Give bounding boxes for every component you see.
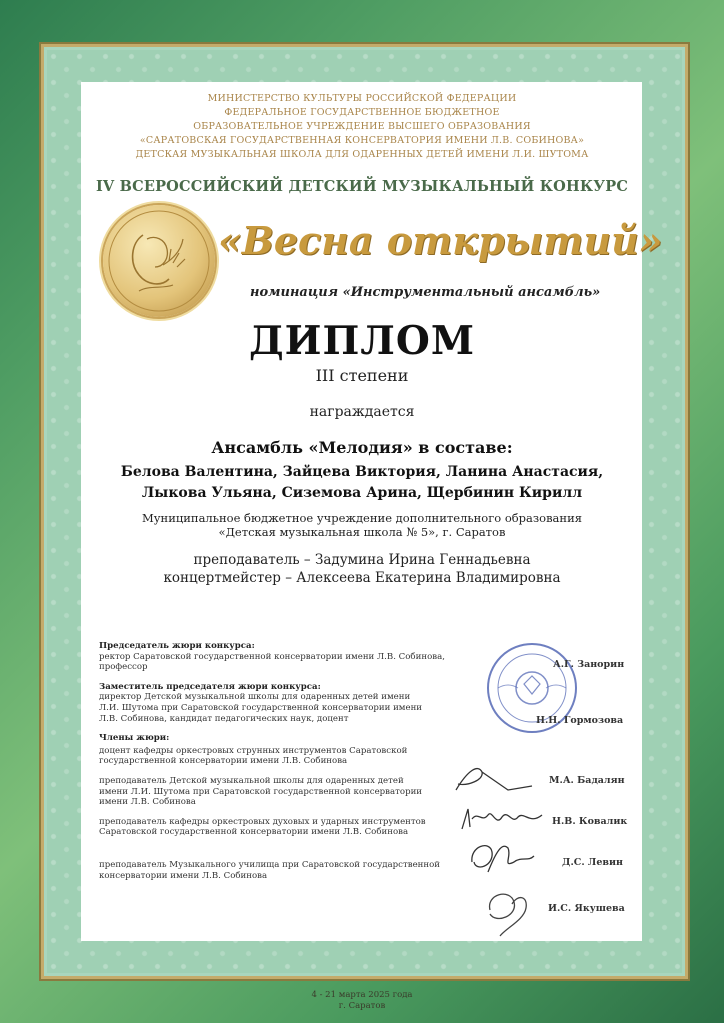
jury-deputy-heading: Заместитель председателя жюри конкурса: bbox=[99, 681, 321, 692]
diploma-degree: III степени bbox=[315, 366, 409, 385]
ministry-line: ОБРАЗОВАТЕЛЬНОЕ УЧРЕЖДЕНИЕ ВЫСШЕГО ОБРАЗОВАНИЯ bbox=[193, 121, 531, 132]
awarded-label: награждается bbox=[309, 404, 415, 420]
ensemble-name: Ансамбль «Мелодия» в составе: bbox=[211, 438, 513, 457]
contest-emblem-logo bbox=[103, 205, 215, 317]
jury-member-text: имени Л.В. Собинова bbox=[99, 797, 196, 808]
emblem-face-icon bbox=[103, 205, 215, 317]
jury-member-text: имени Л.И. Шутома при Саратовской государственной консерватории bbox=[99, 786, 423, 797]
ministry-line: МИНИСТЕРСТВО КУЛЬТУРЫ РОССИЙСКОЙ ФЕДЕРАЦИИ bbox=[207, 93, 517, 104]
signature-badalyan-icon bbox=[448, 760, 538, 796]
members-line: Лыкова Ульяна, Сиземова Арина, Щербинин Кирилл bbox=[141, 485, 583, 501]
signature-yakusheva-icon bbox=[476, 880, 546, 940]
jury-deputy-text: Л.И. Шутома при Саратовской государственной консерватории имени bbox=[99, 702, 423, 713]
signature-levin-icon bbox=[462, 832, 542, 882]
contest-title: IV ВСЕРОССИЙСКИЙ ДЕТСКИЙ МУЗЫКАЛЬНЫЙ КОНКУРС bbox=[95, 178, 629, 195]
jury-chair-text: ректор Саратовской государственной консерватории имени Л.В. Собинова, bbox=[99, 651, 445, 662]
jury-chair-name: А.Г. Занорин bbox=[553, 659, 625, 670]
institution-line: «Детская музыкальная школа № 5», г. Саратов bbox=[218, 525, 506, 539]
jury-deputy-text: Л.В. Собинова, кандидат педагогических наук, доцент bbox=[99, 713, 349, 724]
teacher-line: преподаватель – Задумина Ирина Геннадьевна bbox=[193, 552, 531, 568]
jury-member-name: И.С. Якушева bbox=[548, 903, 625, 914]
nomination: номинация «Инструментальный ансамбль» bbox=[250, 285, 601, 300]
jury-member-text: преподаватель кафедры оркестровых духовых и ударных инструментов bbox=[99, 816, 426, 827]
jury-members-heading: Члены жюри: bbox=[99, 733, 170, 744]
jury-chair-text: профессор bbox=[99, 662, 148, 673]
jury-member-text: государственной консерватории имени Л.В. Собинова bbox=[99, 756, 348, 767]
jury-member-text: консерватории имени Л.В. Собинова bbox=[99, 870, 268, 881]
jury-member-text: преподаватель Музыкального училища при Саратовской государственной bbox=[99, 859, 441, 870]
jury-chair-heading: Председатель жюри конкурса: bbox=[99, 641, 255, 651]
members-line: Белова Валентина, Зайцева Виктория, Ланина Анастасия, bbox=[120, 464, 604, 480]
jury-member-name: Н.В. Ковалик bbox=[552, 816, 628, 827]
jury-deputy-text: директор Детской музыкальной школы для одаренных детей имени bbox=[99, 692, 411, 703]
ministry-line: ДЕТСКАЯ МУЗЫКАЛЬНАЯ ШКОЛА ДЛЯ ОДАРЕННЫХ ДЕТЕЙ ИМЕНИ Л.И. ШУТОМА bbox=[135, 149, 589, 160]
ministry-header bbox=[0, 92, 724, 162]
jury-list bbox=[99, 641, 459, 890]
contest-name: «Весна открытий» bbox=[218, 218, 663, 263]
ensemble-members bbox=[0, 462, 724, 504]
jury-member-text: Саратовской государственной консерватории имени Л.В. Собинова bbox=[99, 827, 409, 838]
jury-member-text: преподаватель Детской музыкальной школы для одаренных детей bbox=[99, 775, 404, 786]
accompanist-line: концертмейстер – Алексеева Екатерина Владимировна bbox=[163, 570, 561, 586]
signature-kovalik-icon bbox=[458, 805, 548, 835]
ministry-line: «САРАТОВСКАЯ ГОСУДАРСТВЕННАЯ КОНСЕРВАТОРИЯ ИМЕНИ Л.В. СОБИНОВА» bbox=[139, 135, 585, 146]
institution bbox=[0, 511, 724, 539]
jury-member-name: М.А. Бадалян bbox=[549, 775, 625, 786]
footer bbox=[0, 990, 724, 1012]
jury-member-name: Д.С. Левин bbox=[562, 857, 623, 868]
institution-line: Муниципальное бюджетное учреждение дополнительного образования bbox=[141, 511, 582, 525]
ministry-line: ФЕДЕРАЛЬНОЕ ГОСУДАРСТВЕННОЕ БЮДЖЕТНОЕ bbox=[224, 107, 500, 118]
jury-deputy-name: Н.Н. Гормозова bbox=[536, 715, 624, 726]
jury-member-text: доцент кафедры оркестровых струнных инструментов Саратовской bbox=[99, 745, 408, 756]
footer-dates: 4 - 21 марта 2025 года bbox=[311, 990, 413, 1000]
teachers bbox=[0, 551, 724, 587]
diploma-title: ДИПЛОМ bbox=[249, 318, 475, 364]
footer-city: г. Саратов bbox=[338, 1001, 386, 1011]
